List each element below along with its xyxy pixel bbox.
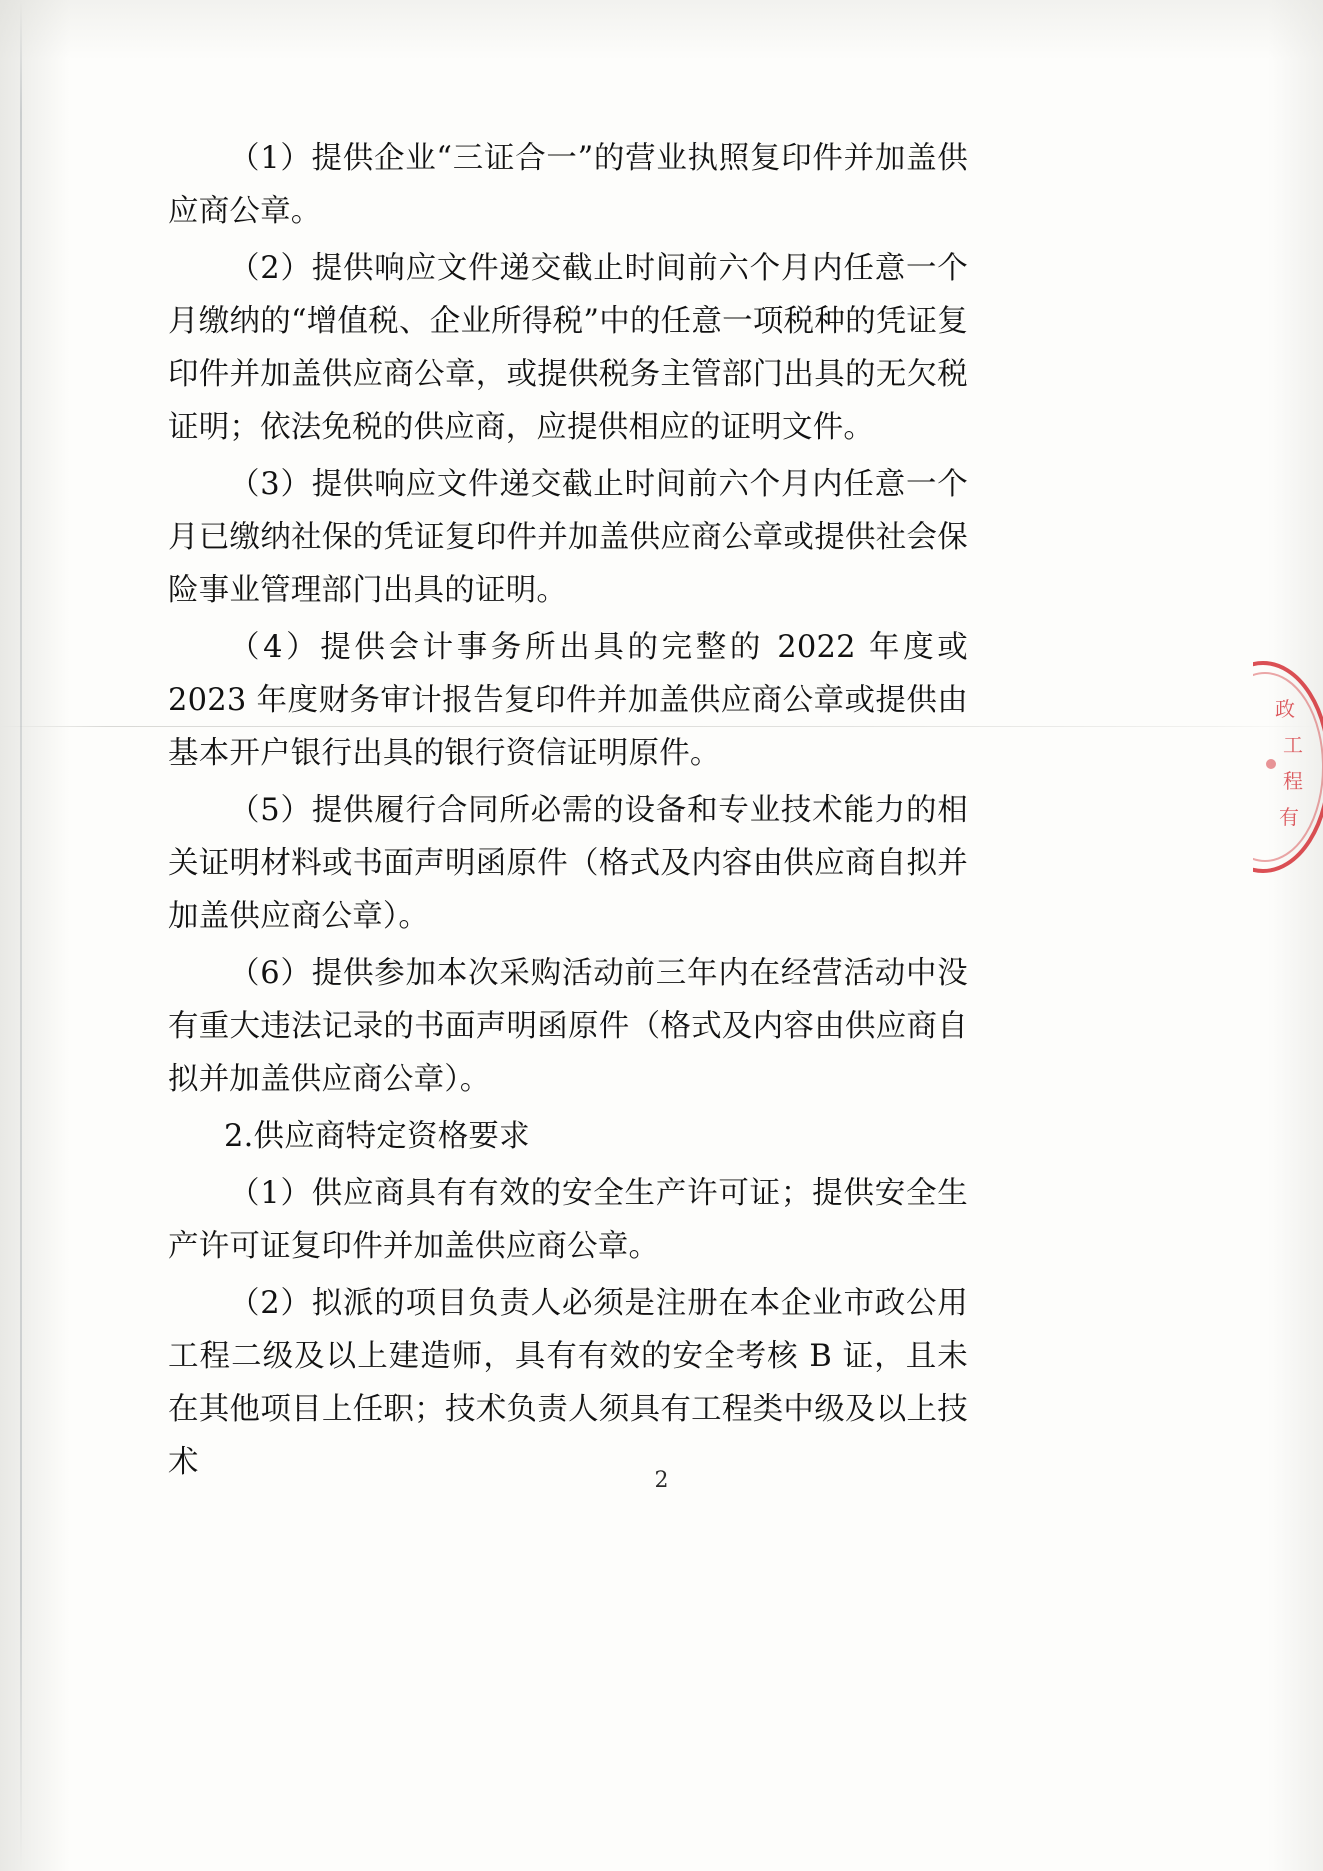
svg-text:程: 程: [1283, 769, 1303, 793]
svg-text:工: 工: [1283, 733, 1303, 757]
svg-text:有: 有: [1279, 805, 1299, 829]
section-heading-supplier-qualification: 2.供应商特定资格要求: [224, 1119, 530, 1154]
paragraph-item-4: （4）提供会计事务所出具的完整的 2022 年度或 2023 年度财务审计报告复印件并加盖供应商公章或提供由基本开户银行出具的银行资信证明原件。: [168, 630, 968, 771]
svg-text:政: 政: [1275, 697, 1295, 721]
paragraph-item-6: （6）提供参加本次采购活动前三年内在经营活动中没有重大违法记录的书面声明函原件（格式及内容由供应商自拟并加盖供应商公章）。: [168, 956, 968, 1097]
paragraph-item-1: （1）提供企业“三证合一”的营业执照复印件并加盖供应商公章。: [168, 141, 968, 229]
paragraph-qualification-1: （1）供应商具有有效的安全生产许可证；提供安全生产许可证复印件并加盖供应商公章。: [168, 1176, 968, 1264]
page-number: 2: [654, 1468, 669, 1493]
scan-artifact-line: [20, 0, 22, 1871]
paragraph-item-3: （3）提供响应文件递交截止时间前六个月内任意一个月已缴纳社保的凭证复印件并加盖供应商公章或提供社会保险事业管理部门出具的证明。: [168, 467, 968, 608]
paragraph-item-5: （5）提供履行合同所必需的设备和专业技术能力的相关证明材料或书面声明函原件（格式及内容由供应商自拟并加盖供应商公章）。: [168, 793, 968, 934]
paragraph-item-2: （2）提供响应文件递交截止时间前六个月内任意一个月缴纳的“增值税、企业所得税”中的任意一项税种的凭证复印件并加盖供应商公章，或提供税务主管部门出具的无欠税证明；依法免税的供应商，应提供相应的证明文件。: [168, 251, 968, 445]
document-body: [168, 132, 968, 1493]
official-seal-icon: [1253, 660, 1323, 875]
paragraph-qualification-2: （2）拟派的项目负责人必须是注册在本企业市政公用工程二级及以上建造师，具有有效的安全考核 B 证，且未在其他项目上任职；技术负责人须具有工程类中级及以上技术: [168, 1286, 968, 1480]
